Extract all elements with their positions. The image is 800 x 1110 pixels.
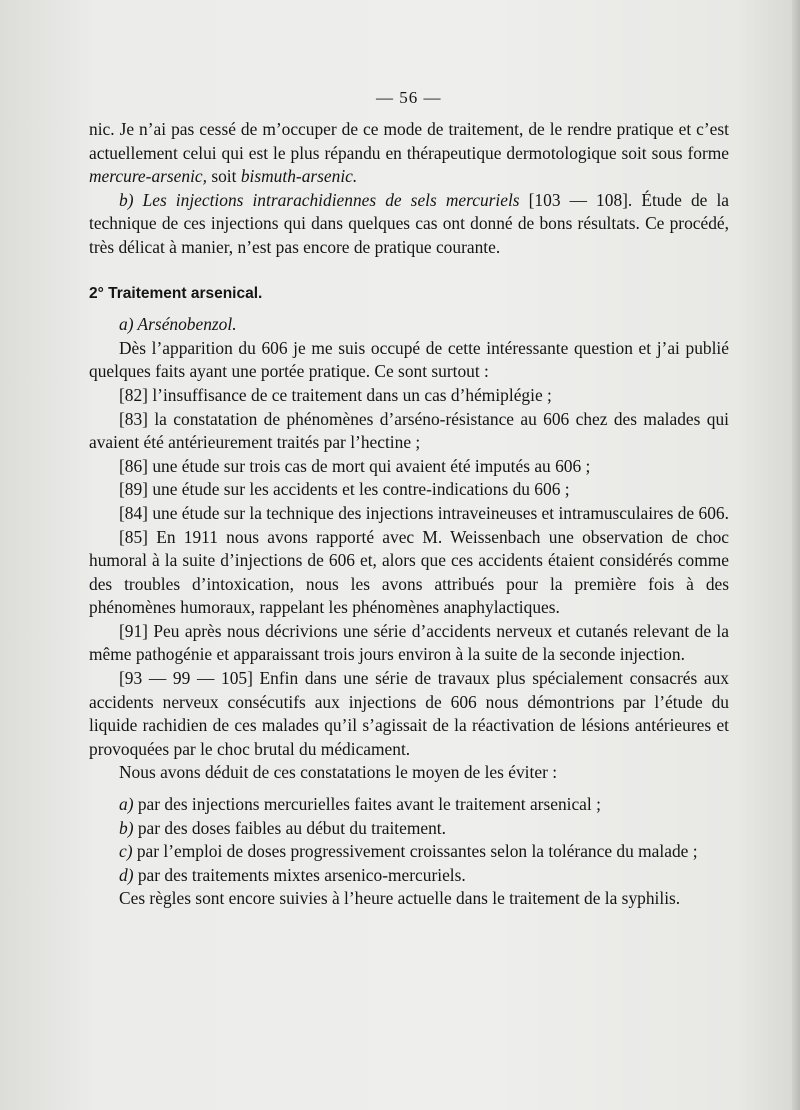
list-item: [89, 840, 729, 864]
paragraph-ref-83: [83] la constatation de phénomènes d’arséno-résistance au 606 chez des malades qui avaient été antérieurement traités par l’hectine ;: [89, 408, 729, 453]
page-body: [89, 118, 729, 911]
paragraph: Dès l’apparition du 606 je me suis occupé de cette intéressante question et j’ai publié quelques faits ayant une portée pratique. Ce sont surtout :: [89, 337, 729, 382]
paragraph-text: [103 — 108]. Étude de la technique de ces injections qui dans quelques cas ont donné de bons résultats. Ce procédé, très délicat à manier, n’est pas encore de pratique courante.: [89, 189, 730, 257]
spacer: [89, 260, 729, 282]
spacer: [89, 785, 729, 793]
paragraph-ref-82: [82] l’insuffisance de ce traitement dans un cas d’hémiplégie ;: [119, 384, 552, 405]
item-label: b): [119, 817, 134, 838]
paragraph-text: soit: [207, 166, 241, 187]
item-text: par des injections mercurielles faites avant le traitement arsenical ;: [133, 794, 601, 815]
item-label: c): [119, 841, 133, 862]
page-number: — 56 —: [376, 88, 442, 107]
italic-term: bismuth-arsenic.: [240, 166, 358, 187]
paragraph-closing: Ces règles sont encore suivies à l’heure actuelle dans le traitement de la syphilis.: [119, 888, 681, 909]
paragraph-continuation: [89, 118, 729, 189]
paragraph-intrarachidiennes: [89, 189, 729, 260]
paragraph-text: nic. Je n’ai pas cessé de m’occuper de ce mode de traitement, de le rendre pratique et c’est actuellement celui qui est le plus répandu en thérapeutique dermotologique soit sous forme: [89, 119, 729, 163]
paragraph: Nous avons déduit de ces constatations le moyen de les éviter :: [119, 762, 558, 783]
subsection-heading: [89, 313, 729, 337]
list-item: [89, 817, 729, 841]
italic-term: Les injections intrarachidiennes de sels mercuriels: [142, 189, 520, 210]
list-item: [89, 793, 729, 817]
item-text: par des doses faibles au début du traitement.: [133, 817, 446, 838]
item-label: b): [119, 189, 143, 210]
paragraph-ref-91: [91] Peu après nous décrivions une série d’accidents nerveux et cutanés relevant de la même pathogénie et apparaissant trois jours environ à la suite de la seconde injection.: [89, 620, 729, 665]
item-label: a): [119, 314, 138, 335]
page-edge-shadow: [792, 0, 800, 1110]
item-label: d): [119, 864, 134, 885]
paragraph-ref-93: [93 — 99 — 105] Enfin dans une série de travaux plus spécialement consacrés aux accidents nerveux consécutifs aux injections de 606 nous démontrions par l’étude du liquide rachidien de ces malades qu’il s’agissait de la réactivation de lésions antérieures et provoquées par le choc brutal du médicament.: [89, 668, 729, 759]
paragraph-ref-89: [89] une étude sur les accidents et les contre-indications du 606 ;: [119, 479, 570, 500]
spacer: [89, 305, 729, 313]
paragraph-ref-85: [85] En 1911 nous avons rapporté avec M. Weissenbach une observation de choc humoral à la suite d’injections de 606 et, alors que ces accidents étaient considérés comme des troubles d’intoxication, nous les avons attribués pour la première fois à des phénomènes humoraux, rappelant les phénomènes anaphylactiques.: [89, 526, 729, 618]
item-text: par des traitements mixtes arsenico-mercuriels.: [133, 864, 466, 885]
list-item: [89, 864, 729, 888]
item-text: par l’emploi de doses progressivement croissantes selon la tolérance du malade ;: [132, 841, 698, 862]
paragraph-ref-84: [84] une étude sur la technique des injections intraveineuses et intramusculaires de 606.: [119, 502, 729, 523]
section-heading: 2° Traitement arsenical.: [89, 284, 263, 302]
italic-term: mercure-arsenic,: [89, 166, 207, 187]
paragraph-ref-86: [86] une étude sur trois cas de mort qui avaient été imputés au 606 ;: [119, 455, 591, 476]
item-label: a): [119, 794, 134, 815]
italic-term: Arsénobenzol.: [137, 314, 237, 335]
